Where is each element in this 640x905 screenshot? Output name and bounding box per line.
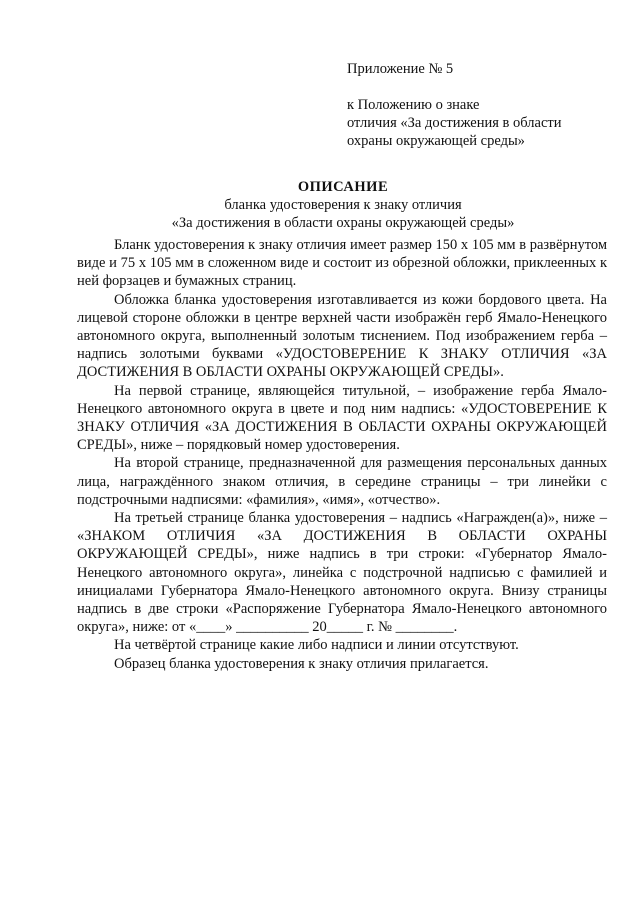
appendix-regulation-line-2: отличия «За достижения в области <box>347 115 562 131</box>
paragraph-fourth-page: На четвёртой странице какие либо надписи и линии отсутствуют. <box>114 637 519 654</box>
paragraph-size: Бланк удостоверения к знаку отличия имеет размер 150 х 105 мм в развёрнутом виде и 75 х 105 мм в сложенном виде и состоит из обрезной обложки, приклеенных к ней форзацев и бумажных страниц. <box>77 237 607 290</box>
appendix-number: Приложение № 5 <box>347 61 454 77</box>
document-title: ОПИСАНИЕ <box>297 179 389 195</box>
paragraph-third-page: На третьей странице бланка удостоверения – надпись «Награжден(а)», ниже – «ЗНАКОМ ОТЛИЧИЯ «ЗА ДОСТИЖЕНИЯ В ОБЛАСТИ ОХРАНЫ ОКРУЖАЮЩЕЙ СРЕДЫ», ниже надпись в три строки: «Губернатор Ямало-Ненецкого автономного округа», линейка с подстрочной надписью с фамилией и инициалами Губернатора Ямало-Ненецкого автономного округа. Внизу страницы надпись в две строки «Распоряжение Губернатора Ямало-Ненецкого автономного округа», ниже: от «____» __________ 20_____ г. № ________. <box>77 510 607 636</box>
document-heading <box>80 178 606 232</box>
paragraph-sample: Образец бланка удостоверения к знаку отличия прилагается. <box>114 655 489 672</box>
appendix-regulation-line-1: к Положению о знаке <box>347 97 480 113</box>
appendix-regulation-line-3: охраны окружающей среды» <box>347 133 525 149</box>
document-subtitle-line-1: бланка удостоверения к знаку отличия <box>224 197 462 213</box>
paragraph-cover: Обложка бланка удостоверения изготавливается из кожи бордового цвета. На лицевой стороне обложки в центре верхней части изображён герб Ямало-Ненецкого автономного округа, выполненный золотым тиснением. Под изображением герба – надпись золотыми буквами «УДОСТОВЕРЕНИЕ К ЗНАКУ ОТЛИЧИЯ «ЗА ДОСТИЖЕНИЯ В ОБЛАСТИ ОХРАНЫ ОКРУЖАЮЩЕЙ СРЕДЫ». <box>77 291 607 381</box>
document-subtitle-line-2: «За достижения в области охраны окружающей среды» <box>171 215 515 231</box>
appendix-spacer <box>347 78 607 96</box>
appendix-reference <box>347 60 607 150</box>
document-body <box>77 236 607 673</box>
paragraph-first-page: На первой странице, являющейся титульной, – изображение герба Ямало-Ненецкого автономного округа в цвете и под ним надпись: «УДОСТОВЕРЕНИЕ К ЗНАКУ ОТЛИЧИЯ «ЗА ДОСТИЖЕНИЯ В ОБЛАСТИ ОХРАНЫ ОКРУЖАЮЩЕЙ СРЕДЫ», ниже – порядковый номер удостоверения. <box>77 382 607 454</box>
paragraph-second-page: На второй странице, предназначенной для размещения персональных данных лица, награждённого знаком отличия, в середине страницы – три линейки с подстрочными надписями: «фамилия», «имя», «отчество». <box>77 455 607 508</box>
